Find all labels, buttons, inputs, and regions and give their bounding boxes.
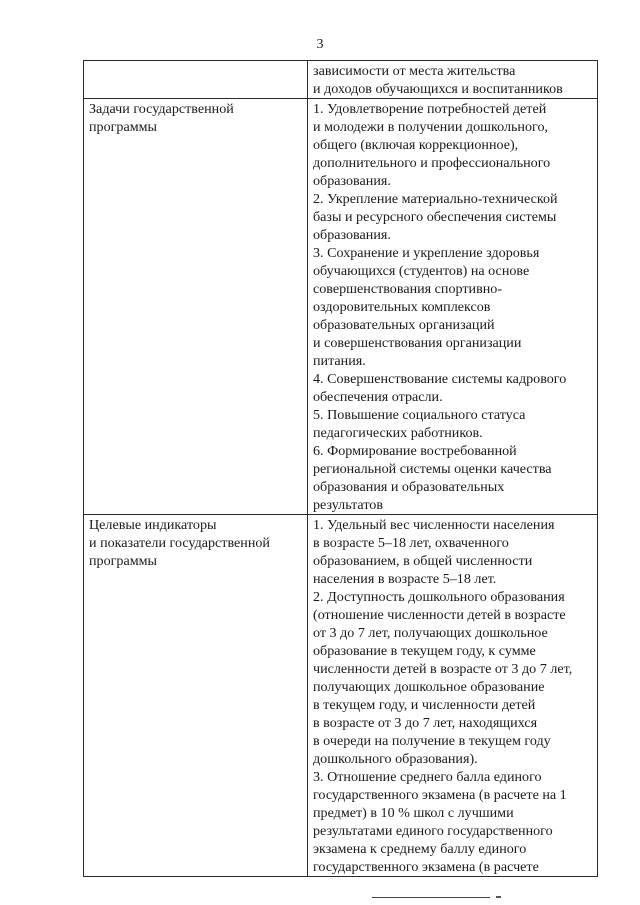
row-content-line: дополнительного и профессионального bbox=[313, 155, 551, 171]
row-content-line: 2. Доступность дошкольного образования bbox=[313, 589, 565, 605]
row-content-line: дошкольного образования). bbox=[313, 751, 478, 767]
row-content-line: базы и ресурсного обеспечения системы bbox=[313, 209, 557, 225]
row-label-line: программы bbox=[89, 119, 158, 135]
footer-mark bbox=[496, 896, 501, 898]
row-content-line: от 3 до 7 лет, получающих дошкольное bbox=[313, 625, 548, 641]
row-content-line: 4. Совершенствование системы кадрового bbox=[313, 371, 567, 387]
row-content-line: результатами единого государственного bbox=[313, 823, 553, 839]
row-content-line: численности детей в возрасте от 3 до 7 лет, bbox=[313, 661, 573, 677]
row-content-line: в текущем году, и численности детей bbox=[313, 697, 536, 713]
row-content-line: образование в текущем году, к сумме bbox=[313, 643, 536, 659]
row-content-line: в возрасте 5–18 лет, охваченного bbox=[313, 535, 509, 551]
row-content-line: и совершенствования организации bbox=[313, 335, 522, 351]
row-content-line: результатов bbox=[313, 497, 383, 513]
row-label-line: Задачи государственной bbox=[89, 101, 234, 117]
row-content-line: 3. Отношение среднего балла единого bbox=[313, 769, 542, 785]
row-content-line: оздоровительных комплексов bbox=[313, 299, 491, 315]
row-content-line: образования. bbox=[313, 173, 391, 189]
row-label-cell bbox=[84, 61, 308, 99]
row-content-line: в возрасте от 3 до 7 лет, находящихся bbox=[313, 715, 538, 731]
row-content-line: обеспечения отрасли. bbox=[313, 389, 443, 405]
row-content-cell bbox=[308, 515, 598, 877]
row-content-line: и доходов обучающихся и воспитанников bbox=[313, 81, 563, 97]
footer-rule bbox=[372, 897, 490, 898]
row-label-cell bbox=[84, 515, 308, 877]
row-content-line: государственного экзамена (в расчете bbox=[313, 859, 539, 875]
row-content-line: и молодежи в получении дошкольного, bbox=[313, 119, 549, 135]
table-row bbox=[84, 99, 598, 515]
row-content-line: 3. Сохранение и укрепление здоровья bbox=[313, 245, 540, 261]
row-content-cell bbox=[308, 99, 598, 515]
row-content-line: общего (включая коррекционное), bbox=[313, 137, 519, 153]
table-row bbox=[84, 515, 598, 877]
row-content-line: педагогических работников. bbox=[313, 425, 483, 441]
row-content-line: питания. bbox=[313, 353, 366, 369]
row-label-cell bbox=[84, 99, 308, 515]
page-number: 3 bbox=[316, 37, 324, 52]
row-content-cell bbox=[308, 61, 598, 99]
row-label-line: Целевые индикаторы bbox=[89, 517, 217, 533]
row-content-line: 1. Удельный вес численности населения bbox=[313, 517, 555, 533]
table-row bbox=[84, 61, 598, 99]
row-content-line: 5. Повышение социального статуса bbox=[313, 407, 526, 423]
row-content-line: образования. bbox=[313, 227, 391, 243]
row-content-line: в очереди на получение в текущем году bbox=[313, 733, 551, 749]
row-content-line: совершенствования спортивно- bbox=[313, 281, 503, 297]
row-content-line: предмет) в 10 % школ с лучшими bbox=[313, 805, 514, 821]
row-content-line: 1. Удовлетворение потребностей детей bbox=[313, 101, 547, 117]
row-content-line: региональной системы оценки качества bbox=[313, 461, 552, 477]
row-label-line: программы bbox=[89, 553, 158, 569]
row-content-line: образованием, в общей численности bbox=[313, 553, 533, 569]
row-content-line: (отношение численности детей в возрасте bbox=[313, 607, 566, 623]
row-content-line: экзамена к среднему баллу единого bbox=[313, 841, 527, 857]
row-content-line: 2. Укрепление материально-технической bbox=[313, 191, 558, 207]
row-content-line: образовательных организаций bbox=[313, 317, 495, 333]
row-content-line: 6. Формирование востребованной bbox=[313, 443, 517, 459]
row-content-line: зависимости от места жительства bbox=[313, 63, 516, 79]
row-content-line: обучающихся (студентов) на основе bbox=[313, 263, 530, 279]
row-label-line: и показатели государственной bbox=[89, 535, 270, 551]
row-content-line: населения в возрасте 5–18 лет. bbox=[313, 571, 497, 587]
row-content-line: государственного экзамена (в расчете на 1 bbox=[313, 787, 567, 803]
program-passport-table bbox=[83, 60, 598, 877]
row-content-line: получающих дошкольное образование bbox=[313, 679, 545, 695]
row-content-line: образования и образовательных bbox=[313, 479, 505, 495]
